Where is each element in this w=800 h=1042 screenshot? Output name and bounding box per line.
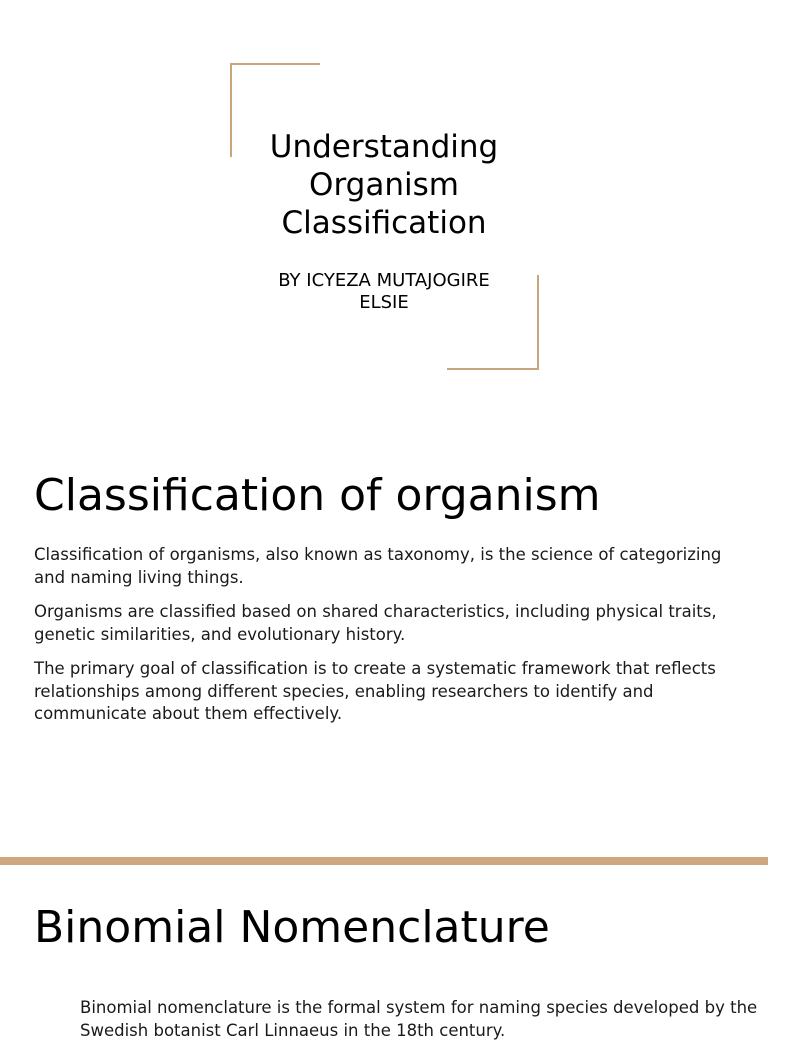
title-line: Classification [234,204,534,242]
slide-body [34,544,724,738]
paragraph: Organisms are classified based on shared characteristics, including physical traits, genetic similarities, and evolutionary history. [34,601,724,646]
classification-slide [0,440,768,856]
slide-heading: Binomial Nomenclature [34,902,550,954]
body-line: Swedish botanist Carl Linnaeus in the 18th century. [80,1020,800,1042]
body-line: Binomial nomenclature is the formal system for naming species developed by the [80,997,800,1020]
byline-line: BY ICYEZA MUTAJOGIRE [234,270,534,292]
slide-divider [0,857,768,865]
paragraph: The primary goal of classification is to create a systematic framework that reflects relationships among different species, enabling researchers to identify and communicate about them effectively. [34,658,724,726]
slide-heading: Classification of organism [34,470,601,522]
paragraph: Classification of organisms, also known as taxonomy, is the science of categorizing and naming living things. [34,544,724,589]
author-byline [234,270,534,314]
presentation-title [234,128,534,242]
title-line: Organism [234,166,534,204]
binomial-slide [0,865,768,1024]
slide-body [80,997,800,1042]
title-slide [0,0,768,410]
byline-line: ELSIE [234,292,534,314]
title-line: Understanding [234,128,534,166]
